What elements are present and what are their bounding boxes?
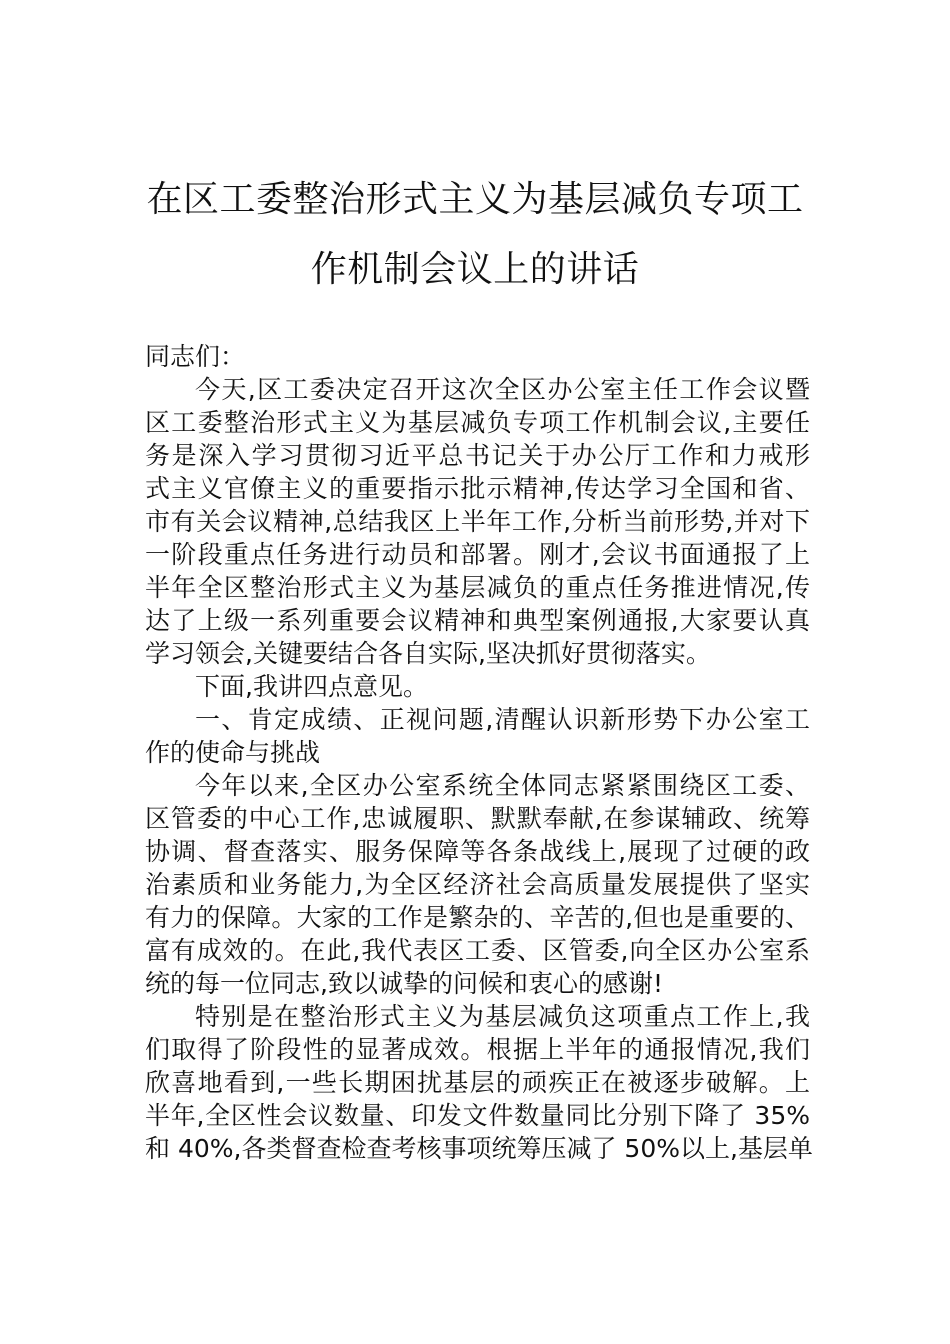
body-text-line: 们取得了阶段性的显著成效。根据上半年的通报情况,我们: [145, 1035, 810, 1064]
body-text-line: 有力的保障。大家的工作是繁杂的、辛苦的,但也是重要的、: [145, 903, 810, 932]
body-text-line: 达了上级一系列重要会议精神和典型案例通报,大家要认真: [145, 606, 810, 635]
body-text-line: 市有关会议精神,总结我区上半年工作,分析当前形势,并对下: [145, 507, 810, 536]
body-text-line: 一、肯定成绩、正视问题,清醒认识新形势下办公室工: [195, 705, 810, 734]
body-text-line: 今年以来,全区办公室系统全体同志紧紧围绕区工委、: [195, 771, 810, 800]
body-text-line: 式主义官僚主义的重要指示批示精神,传达学习全国和省、: [145, 474, 810, 503]
body-text-line: 欣喜地看到,一些长期困扰基层的顽疾正在被逐步破解。上: [145, 1068, 810, 1097]
body-text-line: 半年,全区性会议数量、印发文件数量同比分别下降了 35%: [145, 1101, 810, 1130]
document-body: [145, 340, 813, 1165]
body-text-line: 务是深入学习贯彻习近平总书记关于办公厅工作和力戒形: [145, 441, 810, 470]
body-text-line: 半年全区整治形式主义为基层减负的重点任务推进情况,传: [145, 573, 810, 602]
body-text-line: 统的每一位同志,致以诚挚的问候和衷心的感谢!: [145, 969, 663, 998]
body-text-line: 学习领会,关键要结合各自实际,坚决抓好贯彻落实。: [145, 639, 711, 668]
body-text-line: 区管委的中心工作,忠诚履职、默默奉献,在参谋辅政、统筹: [145, 804, 810, 833]
document-title-line-1: 在区工委整治形式主义为基层减负专项工: [146, 179, 804, 220]
body-text-line: 下面,我讲四点意见。: [195, 672, 428, 701]
body-text-line: 今天,区工委决定召开这次全区办公室主任工作会议暨: [195, 375, 810, 404]
body-text-line: 一阶段重点任务进行动员和部署。刚才,会议书面通报了上: [145, 540, 810, 569]
body-text-line: 治素质和业务能力,为全区经济社会高质量发展提供了坚实: [145, 870, 810, 899]
body-text-line: 作的使命与挑战: [145, 738, 321, 767]
body-text-line: 和 40%,各类督查检查考核事项统筹压减了 50%以上,基层单: [145, 1134, 813, 1163]
body-text-line: 同志们：: [145, 342, 246, 371]
body-text-line: 富有成效的。在此,我代表区工委、区管委,向全区办公室系: [145, 936, 810, 965]
body-text-line: 特别是在整治形式主义为基层减负这项重点工作上,我: [195, 1002, 810, 1031]
body-text-line: 区工委整治形式主义为基层减负专项工作机制会议,主要任: [145, 408, 810, 437]
document-title-line-2: 作机制会议上的讲话: [310, 249, 640, 290]
body-text-line: 协调、督查落实、服务保障等各条战线上,展现了过硬的政: [145, 837, 810, 866]
